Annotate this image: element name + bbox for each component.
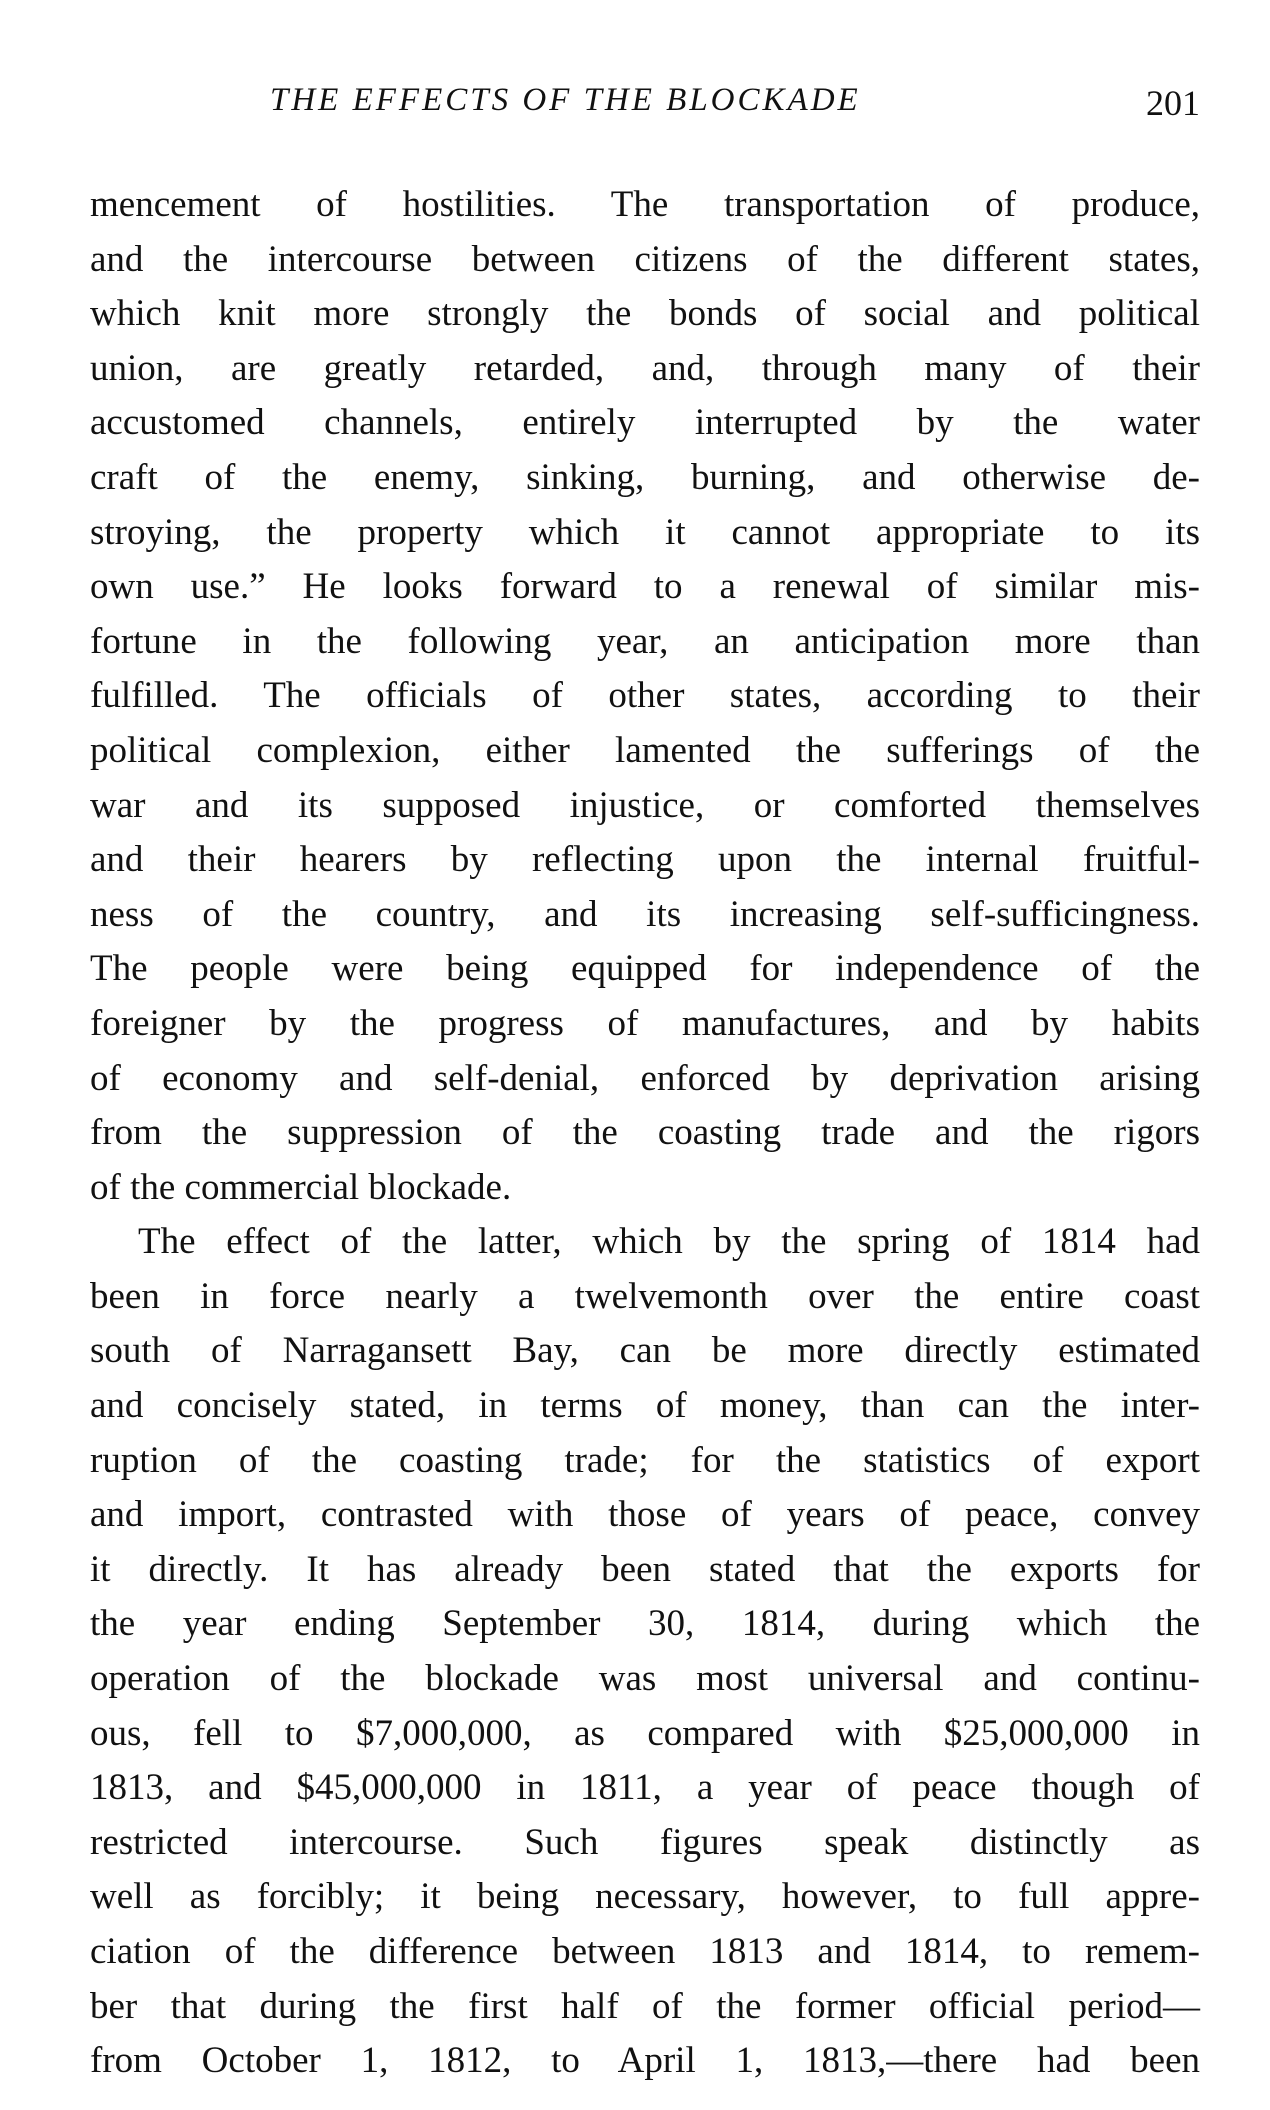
paragraph xyxy=(90,178,1200,1215)
text-line: of economy and self-denial, enforced by deprivation arising xyxy=(90,1057,1200,1099)
text-line: union, are greatly retarded, and, through many of their xyxy=(90,347,1200,389)
text-line: ber that during the first half of the former official period— xyxy=(90,1985,1200,2027)
text-line: ruption of the coasting trade; for the statistics of export xyxy=(90,1439,1200,1481)
text-line: The effect of the latter, which by the spring of 1814 had xyxy=(138,1221,1200,1263)
text-line: operation of the blockade was most universal and continu- xyxy=(90,1658,1200,1700)
running-head xyxy=(90,82,1200,132)
page-body-text xyxy=(90,178,1200,2089)
text-line: ness of the country, and its increasing self-sufficingness. xyxy=(90,893,1200,935)
text-line: and concisely stated, in terms of money, than can the inter- xyxy=(90,1385,1200,1427)
text-line: and the intercourse between citizens of the different states, xyxy=(90,238,1200,280)
text-line: foreigner by the progress of manufactures, and by habits xyxy=(90,1002,1200,1044)
text-line: well as forcibly; it being necessary, however, to full appre- xyxy=(90,1876,1200,1918)
text-line: war and its supposed injustice, or comforted themselves xyxy=(90,784,1200,826)
text-line: accustomed channels, entirely interrupted by the water xyxy=(90,402,1200,444)
text-line: 1813, and $45,000,000 in 1811, a year of peace though of xyxy=(90,1767,1200,1809)
paragraph xyxy=(90,1215,1200,2089)
text-line: political complexion, either lamented the sufferings of the xyxy=(90,729,1200,771)
text-line: the year ending September 30, 1814, during which the xyxy=(90,1603,1200,1645)
text-line: mencement of hostilities. The transportation of produce, xyxy=(90,184,1200,225)
text-line: own use.” He looks forward to a renewal of similar mis- xyxy=(90,566,1200,608)
text-line: stroying, the property which it cannot appropriate to its xyxy=(90,511,1200,553)
text-line: and their hearers by reflecting upon the internal fruitful- xyxy=(90,839,1200,881)
running-head-title: THE EFFECTS OF THE BLOCKADE xyxy=(270,82,861,118)
text-line: been in force nearly a twelvemonth over the entire coast xyxy=(90,1275,1200,1317)
text-line: and import, contrasted with those of years of peace, convey xyxy=(90,1494,1200,1536)
text-line: from the suppression of the coasting trade and the rigors xyxy=(90,1112,1200,1154)
text-line: restricted intercourse. Such figures speak distinctly as xyxy=(90,1821,1200,1863)
text-line: fortune in the following year, an anticipation more than xyxy=(90,620,1200,662)
text-line: which knit more strongly the bonds of social and political xyxy=(90,293,1200,335)
text-line: south of Narragansett Bay, can be more directly estimated xyxy=(90,1330,1200,1372)
page-number: 201 xyxy=(1146,83,1200,123)
text-line: The people were being equipped for independence of the xyxy=(90,948,1200,990)
text-line: craft of the enemy, sinking, burning, and otherwise de- xyxy=(90,456,1200,498)
text-line: of the commercial blockade. xyxy=(90,1166,512,1208)
text-line: ous, fell to $7,000,000, as compared with $25,000,000 in xyxy=(90,1712,1200,1754)
text-line: from October 1, 1812, to April 1, 1813,—there had been xyxy=(90,2040,1200,2082)
text-line: fulfilled. The officials of other states, according to their xyxy=(90,675,1200,717)
text-line: ciation of the difference between 1813 and 1814, to remem- xyxy=(90,1931,1200,1972)
text-line: it directly. It has already been stated that the exports for xyxy=(90,1548,1200,1590)
